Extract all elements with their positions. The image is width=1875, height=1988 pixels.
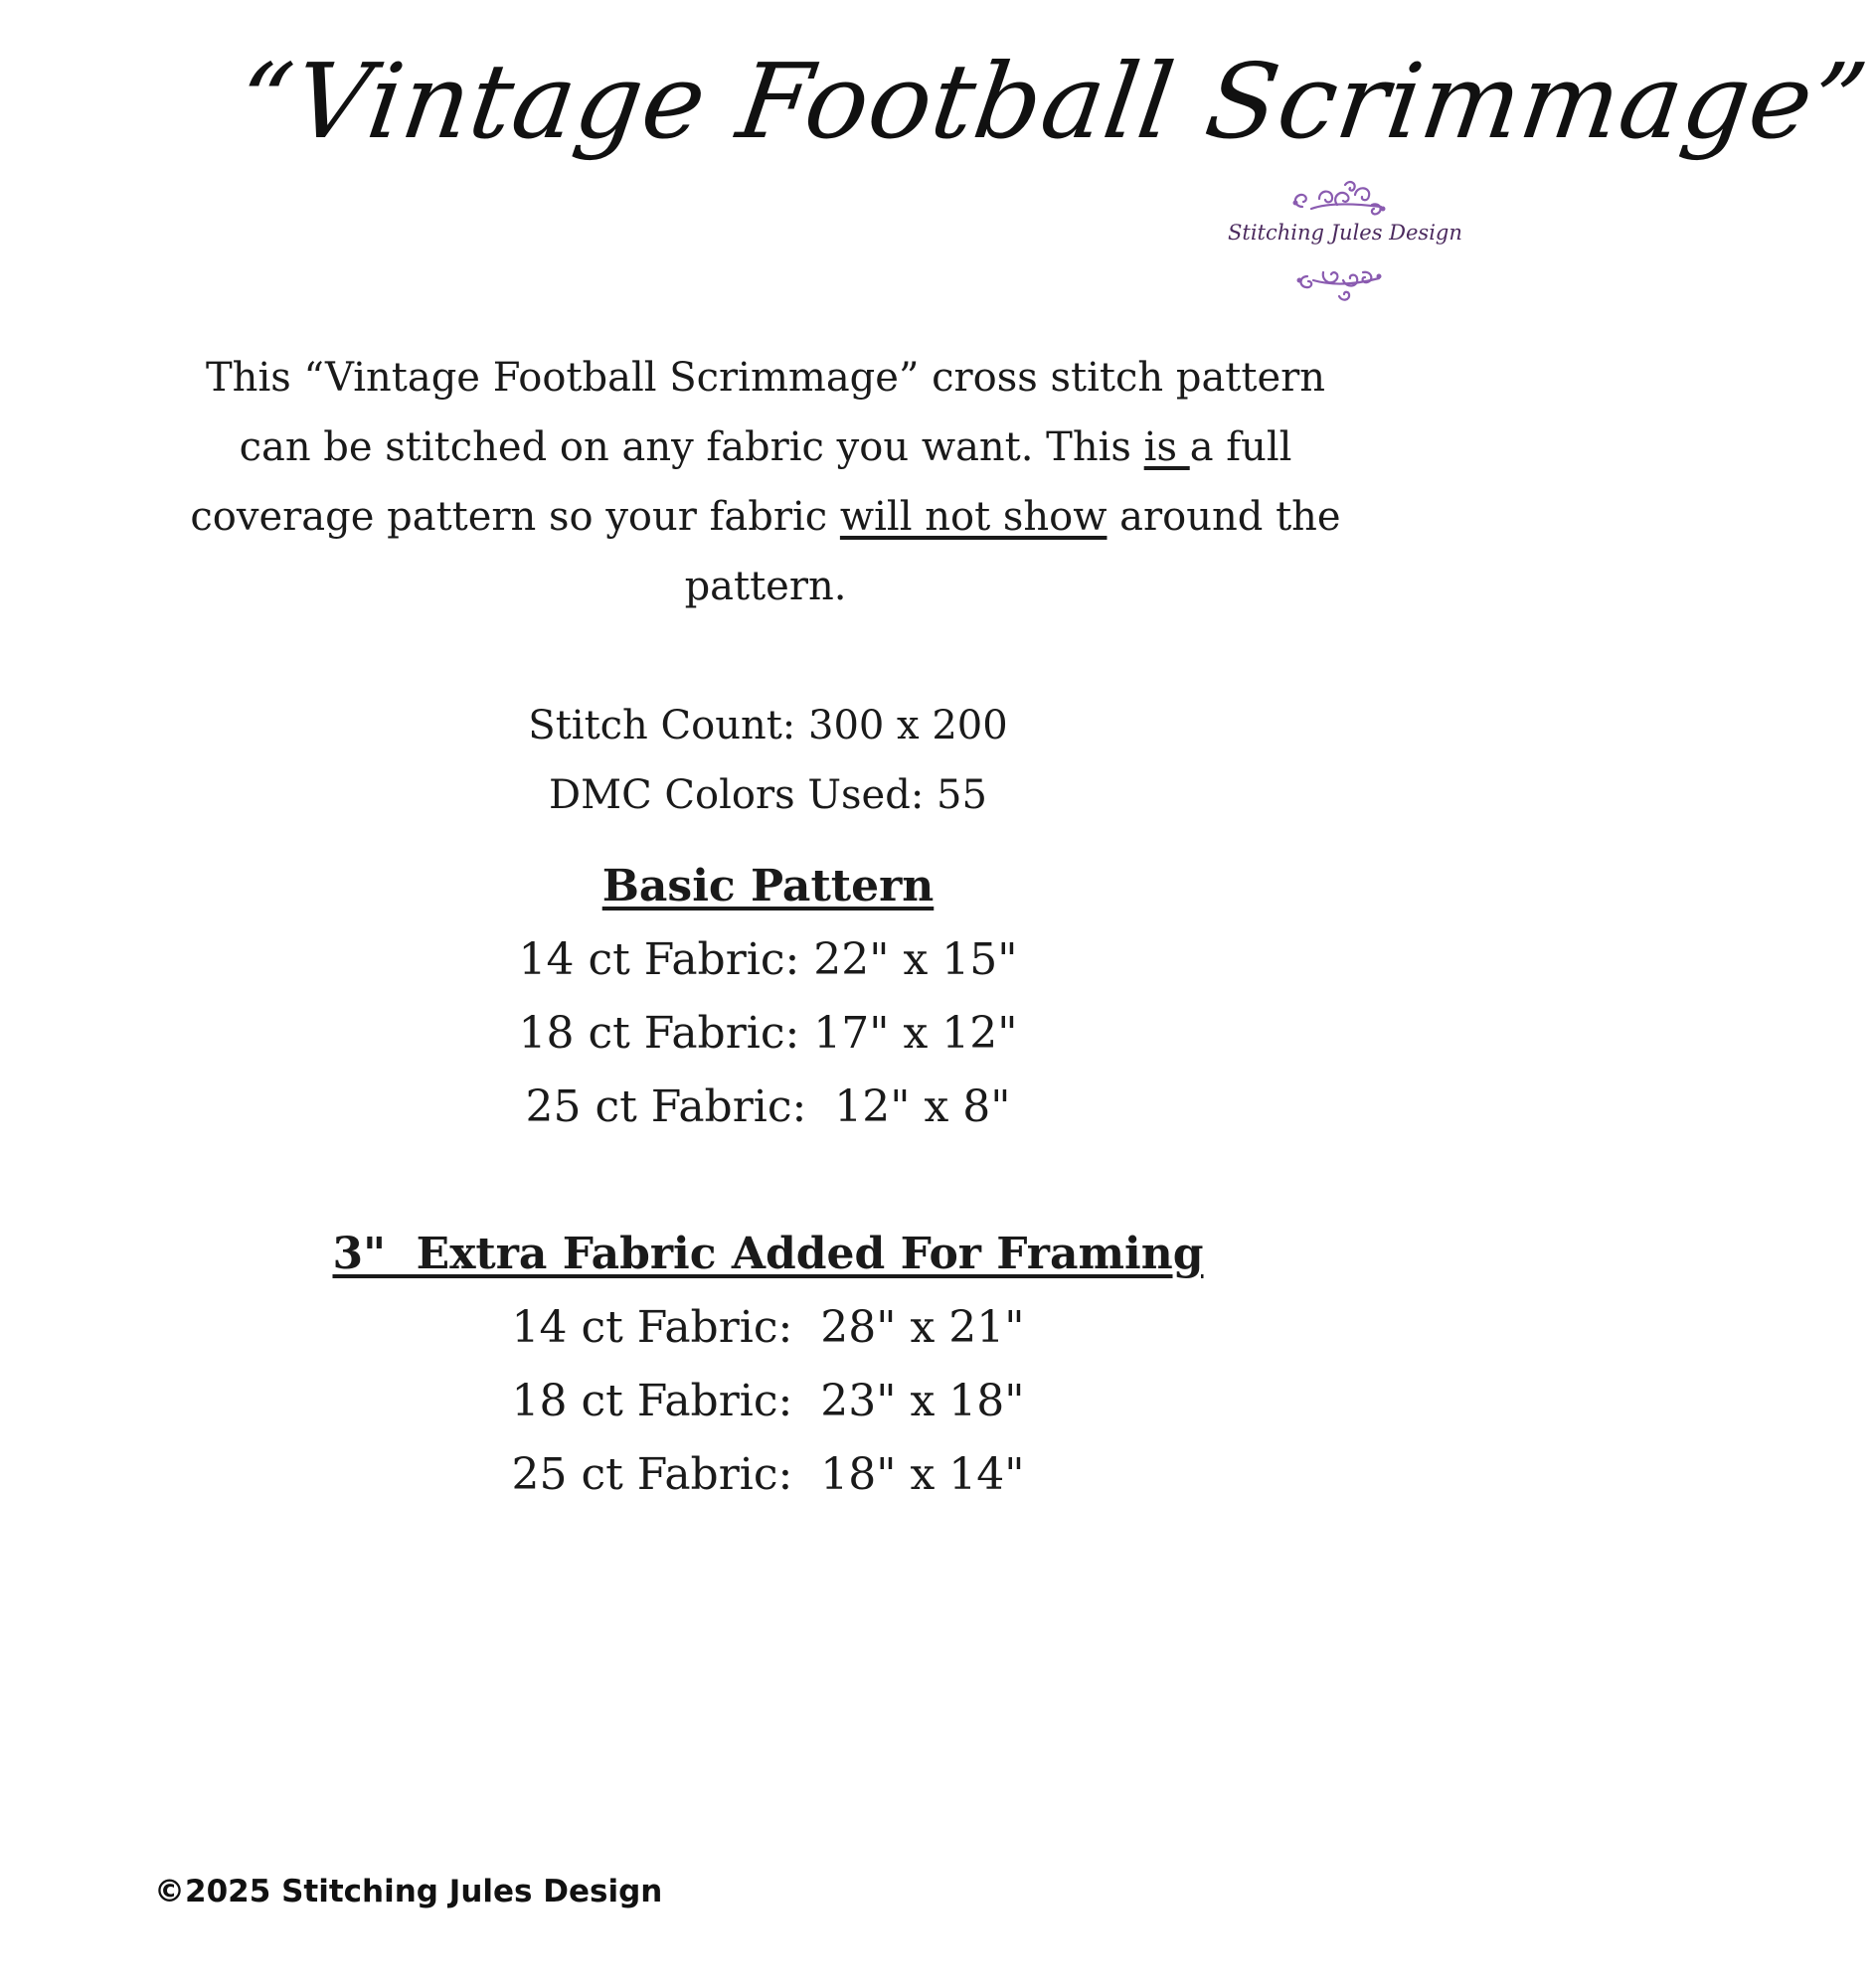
dmc-colors-used: DMC Colors Used: 55 bbox=[549, 772, 987, 818]
basic-size-row: 25 ct Fabric: 12" x 8" bbox=[525, 1081, 1011, 1132]
basic-size-row: 18 ct Fabric: 17" x 12" bbox=[518, 1008, 1018, 1059]
pattern-stats bbox=[0, 691, 1536, 830]
page-title: “Vintage Football Scrimmage” bbox=[230, 41, 1875, 162]
extra-size-row: 25 ct Fabric: 18" x 14" bbox=[511, 1449, 1025, 1500]
extra-fabric-section bbox=[0, 1218, 1536, 1512]
extra-size-row: 18 ct Fabric: 23" x 18" bbox=[511, 1376, 1025, 1426]
intro-paragraph bbox=[169, 343, 1362, 621]
basic-pattern-heading: Basic Pattern bbox=[601, 861, 935, 911]
extra-size-row: 14 ct Fabric: 28" x 21" bbox=[511, 1302, 1025, 1353]
intro-text-2: a full coverage pattern so your fabric bbox=[190, 424, 1292, 540]
basic-size-row: 14 ct Fabric: 22" x 15" bbox=[518, 934, 1018, 985]
brand-logo bbox=[1228, 169, 1462, 308]
extra-fabric-heading: 3" Extra Fabric Added For Framing bbox=[332, 1229, 1204, 1279]
intro-emphasis-is: is bbox=[1143, 424, 1190, 470]
intro-text-3: around the pattern. bbox=[684, 494, 1341, 609]
copyright-footer: ©2025 Stitching Jules Design bbox=[154, 1874, 663, 1909]
intro-text-1: This “Vintage Football Scrimmage” cross stitch pattern can be stitched on any fabric you want. This bbox=[206, 355, 1325, 470]
logo-text: Stitching Jules Design bbox=[1228, 221, 1462, 245]
stitch-count: Stitch Count: 300 x 200 bbox=[528, 703, 1008, 748]
basic-pattern-section bbox=[0, 850, 1536, 1144]
intro-emphasis-will-not-show: will not show bbox=[839, 494, 1108, 540]
